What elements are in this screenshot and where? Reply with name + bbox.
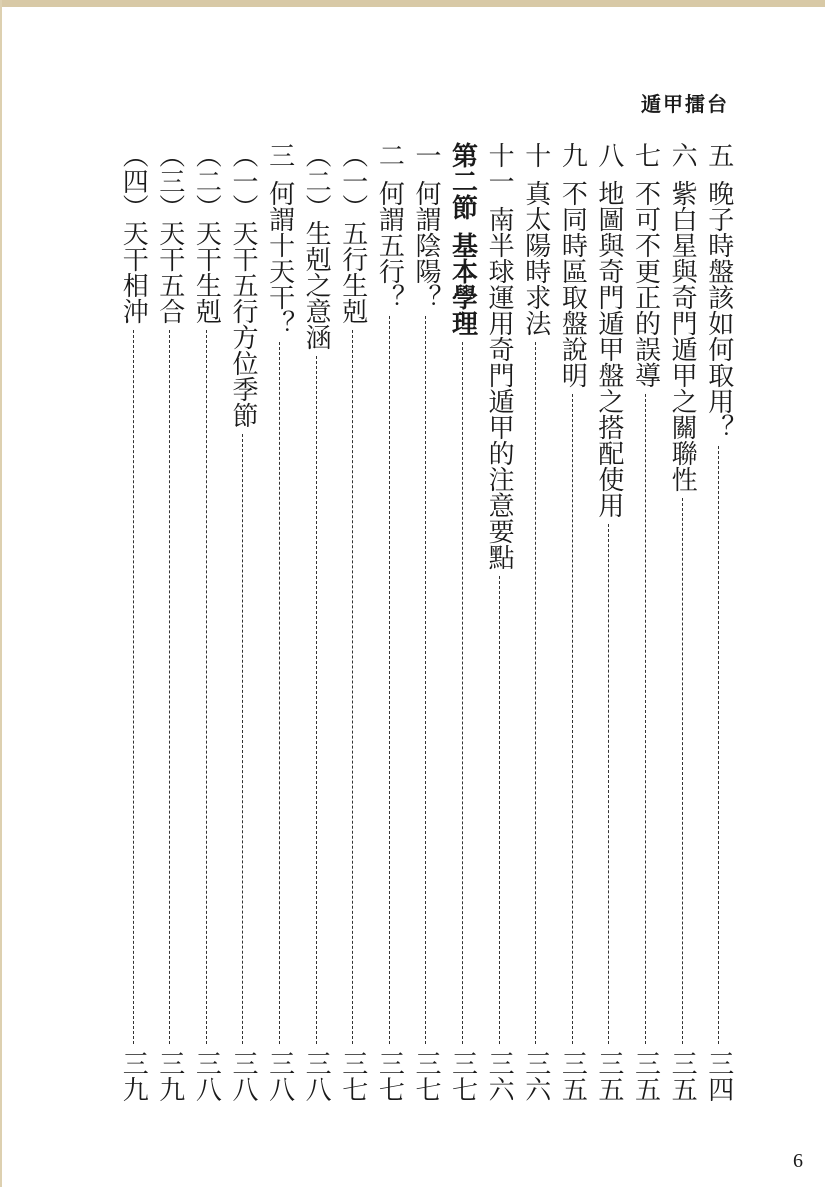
toc-entry-title: 不同時區取盤說明 xyxy=(557,180,588,388)
toc-entry-title: 何謂陰陽？ xyxy=(410,180,441,310)
dotted-leader xyxy=(572,394,573,1044)
toc-entry-page: 三五 xyxy=(593,1050,624,1102)
dotted-leader xyxy=(535,342,536,1044)
dotted-leader xyxy=(425,316,426,1044)
toc-entry-title: 天干五行方位季節 xyxy=(227,220,258,428)
dotted-leader xyxy=(242,434,243,1044)
toc-entry-title: 天干五合 xyxy=(154,220,185,324)
dotted-leader xyxy=(352,330,353,1044)
toc-entry xyxy=(664,142,701,1102)
toc-entry-page: 三七 xyxy=(374,1050,405,1102)
toc-entry-title: 基本學理 xyxy=(447,232,478,336)
toc-entry xyxy=(152,142,189,1102)
toc-entry-number: 第二節 xyxy=(447,142,478,220)
toc-entry-title: 天干相沖 xyxy=(118,220,149,324)
toc-entry-title: 地圖與奇門遁甲盤之搭配使用 xyxy=(593,180,624,518)
toc-entry-page: 三七 xyxy=(447,1050,478,1102)
toc-entry-page: 三四 xyxy=(703,1050,734,1102)
toc-entry-number: 八 xyxy=(593,142,624,168)
toc-entry-title: 何謂五行？ xyxy=(374,180,405,310)
dotted-leader xyxy=(499,576,500,1044)
toc-entry-title: 何謂十天干？ xyxy=(264,180,295,336)
page-number: 6 xyxy=(793,1150,803,1172)
toc-entry xyxy=(591,142,628,1102)
toc-entry-page: 三六 xyxy=(520,1050,551,1102)
toc-entry-title: 南半球運用奇門遁甲的注意要點 xyxy=(484,206,515,570)
toc-entry xyxy=(225,142,262,1102)
toc-entry-number: 二 xyxy=(374,142,405,168)
toc-entry xyxy=(627,142,664,1102)
dotted-leader xyxy=(316,356,317,1044)
toc-entry xyxy=(554,142,591,1102)
toc-entry-number: 六 xyxy=(667,142,698,168)
dotted-leader xyxy=(608,524,609,1044)
toc-entry-page: 三八 xyxy=(191,1050,222,1102)
toc-entry-title: 天干生剋 xyxy=(191,220,222,324)
toc-entry-page: 三九 xyxy=(154,1050,185,1102)
toc-entry-title: 紫白星與奇門遁甲之關聯性 xyxy=(667,180,698,492)
toc-entry-page: 三七 xyxy=(410,1050,441,1102)
toc-entry-title: 真太陽時求法 xyxy=(520,180,551,336)
toc-entry-number: （二） xyxy=(301,142,332,220)
top-border-rule xyxy=(2,0,825,7)
toc-entry xyxy=(188,142,225,1102)
toc-entry-number: 一 xyxy=(410,142,441,168)
dotted-leader xyxy=(279,342,280,1044)
running-header: 遁甲擂台 xyxy=(641,92,729,116)
dotted-leader xyxy=(169,330,170,1044)
toc-entry xyxy=(408,142,445,1102)
toc-entry xyxy=(298,142,335,1102)
toc-entry-title: 五行生剋 xyxy=(337,220,368,324)
dotted-leader xyxy=(718,446,719,1044)
toc-entry-number: （二） xyxy=(191,142,222,220)
toc-entry xyxy=(517,142,554,1102)
toc-entry-number: （一） xyxy=(227,142,258,220)
toc-entry xyxy=(261,142,298,1102)
toc-entry xyxy=(371,142,408,1102)
toc-entry-number: （三） xyxy=(154,142,185,220)
dotted-leader xyxy=(645,394,646,1044)
toc-entry-title: 生剋之意涵 xyxy=(301,220,332,350)
dotted-leader xyxy=(682,498,683,1044)
toc-entry-page: 三九 xyxy=(118,1050,149,1102)
toc-entry-title: 不可不更正的誤導 xyxy=(630,180,661,388)
toc-entry-number: （一） xyxy=(337,142,368,220)
toc-entry-page: 三五 xyxy=(557,1050,588,1102)
dotted-leader xyxy=(389,316,390,1044)
dotted-leader xyxy=(206,330,207,1044)
toc-entry xyxy=(700,142,737,1102)
toc-entry-page: 三八 xyxy=(264,1050,295,1102)
toc-entry-number: （四） xyxy=(118,142,149,220)
toc-entry-page: 三七 xyxy=(337,1050,368,1102)
toc-entry xyxy=(115,142,152,1102)
toc-entry-page: 三八 xyxy=(301,1050,332,1102)
toc-entry-number: 五 xyxy=(703,142,734,168)
toc-entry-number: 七 xyxy=(630,142,661,168)
toc-entry xyxy=(334,142,371,1102)
toc-entry-number: 十 xyxy=(520,142,551,168)
toc-entry-page: 三五 xyxy=(630,1050,661,1102)
toc-entry-page: 三五 xyxy=(667,1050,698,1102)
toc-entry-number: 十一 xyxy=(484,142,515,194)
toc-entry-number: 九 xyxy=(557,142,588,168)
toc-entry-number: 三 xyxy=(264,142,295,168)
toc-entry-title: 晚子時盤該如何取用？ xyxy=(703,180,734,440)
toc-entry xyxy=(481,142,518,1102)
toc-entry-page: 三六 xyxy=(484,1050,515,1102)
dotted-leader xyxy=(462,342,463,1044)
toc-entry-page: 三八 xyxy=(227,1050,258,1102)
dotted-leader xyxy=(133,330,134,1044)
table-of-contents xyxy=(115,142,737,1102)
toc-section-heading xyxy=(444,142,481,1102)
